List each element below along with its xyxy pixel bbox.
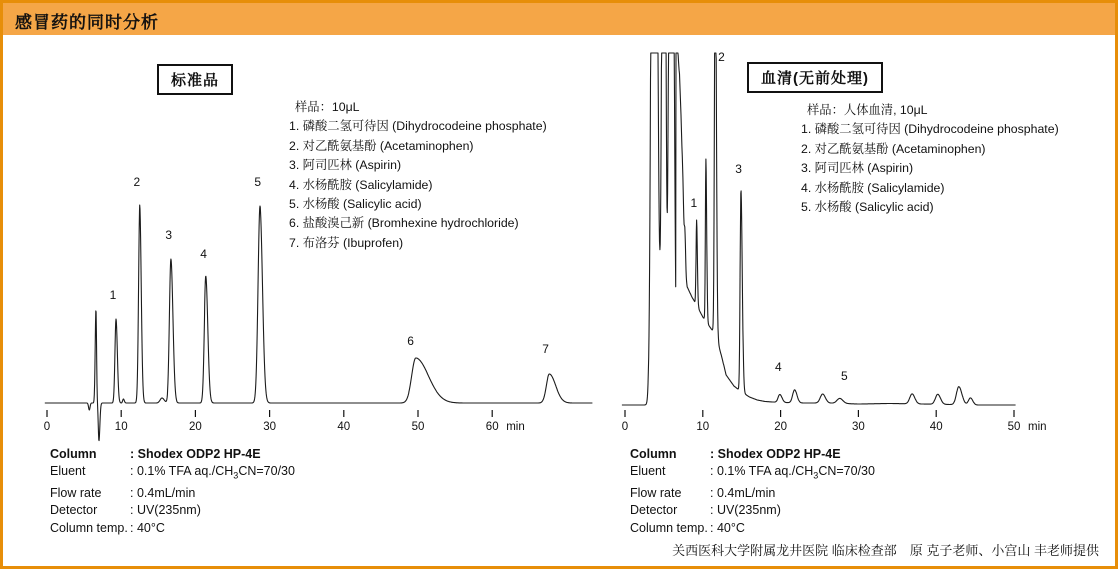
right-sample-header: 样品：人体血清, 10μL xyxy=(807,103,928,117)
axis-tick-label: 30 xyxy=(263,421,276,433)
list-item: 4. 水杨酰胺 (Salicylamide) xyxy=(289,177,433,192)
list-item: 1. 磷酸二氢可待因 (Dihydrocodeine phosphate) xyxy=(289,119,547,134)
axis-tick-label: 50 xyxy=(411,421,425,433)
peak-number-label: 2 xyxy=(718,50,725,64)
axis-tick-label: 40 xyxy=(929,421,943,433)
condition-row-flow-rate: Flow rate : 0.4mL/min xyxy=(50,486,196,501)
list-item: 7. 布洛芬 (Ibuprofen) xyxy=(289,235,404,250)
right-chart-title-box: 血清(无前处理) xyxy=(747,62,883,93)
axis-tick-label: 10 xyxy=(696,421,710,433)
list-item: 3. 阿司匹林 (Aspirin) xyxy=(289,158,402,173)
right-sample-list xyxy=(801,101,1059,217)
axis-tick-label: 60 xyxy=(485,421,499,433)
list-item: 6. 盐酸溴己新 (Bromhexine hydrochloride) xyxy=(289,216,519,231)
peak-number-label: 6 xyxy=(407,334,414,348)
left-conditions xyxy=(50,446,295,537)
peak-number-label: 3 xyxy=(165,228,173,242)
axis-tick-label: 40 xyxy=(337,421,351,433)
axis-tick-label: 20 xyxy=(189,421,202,433)
peak-number-label: 4 xyxy=(200,247,207,261)
axis-tick-label: 30 xyxy=(852,421,865,433)
axis-tick-label: 0 xyxy=(621,421,629,433)
right-sample-items xyxy=(801,120,1059,217)
left-sample-list xyxy=(289,98,547,253)
list-item: 2. 对乙酰氨基酚 (Acetaminophen) xyxy=(801,141,986,156)
list-item: 4. 水杨酰胺 (Salicylamide) xyxy=(801,180,945,195)
peak-number-label: 3 xyxy=(735,162,742,176)
axis-unit-label: min xyxy=(1028,421,1047,433)
condition-row-flow-rate: Flow rate : 0.4mL/min xyxy=(630,486,776,501)
left-sample-items xyxy=(289,117,547,253)
condition-row-detector: Detector : UV(235nm) xyxy=(630,503,781,518)
condition-row-eluent: Eluent : 0.1% TFA $aq./CH_3CN=70/30$ xyxy=(50,464,295,481)
data-credit: 关西医科大学附属龙井医院 临床检查部 原 克子老师、小宫山 丰老师提供 xyxy=(672,543,1099,558)
axis-tick-label: 50 xyxy=(1007,421,1021,433)
condition-row-eluent: Eluent : 0.1% TFA $aq./CH_3CN=70/30$ xyxy=(630,464,875,481)
right-conditions xyxy=(630,446,875,537)
axis-tick-label: 20 xyxy=(774,421,787,433)
peak-number-label: 7 xyxy=(542,342,549,356)
peak-number-label: 4 xyxy=(774,360,782,374)
peak-number-label: 1 xyxy=(690,196,698,210)
list-item: 1. 磷酸二氢可待因 (Dihydrocodeine phosphate) xyxy=(801,122,1059,137)
left-chart-title-box: 标准品 xyxy=(157,64,233,95)
list-item: 5. 水杨酸 (Salicylic acid) xyxy=(801,200,934,215)
peak-number-label: 1 xyxy=(109,288,117,302)
axis-tick-label: 10 xyxy=(114,421,128,433)
condition-row-column-temp: Column temp. : 40°C xyxy=(50,520,165,535)
condition-row-column-temp: Column temp. : 40°C xyxy=(630,520,745,535)
list-item: 2. 对乙酰氨基酚 (Acetaminophen) xyxy=(289,138,474,153)
list-item: 5. 水杨酸 (Salicylic acid) xyxy=(289,197,422,212)
axis-unit-label: min xyxy=(506,421,525,433)
axis-tick-label: 0 xyxy=(43,421,51,433)
peak-number-label: 5 xyxy=(841,369,848,383)
condition-row-column: Column : Shodex ODP2 HP-4E xyxy=(630,447,841,461)
list-item: 3. 阿司匹林 (Aspirin) xyxy=(801,161,914,176)
left-sample-header: 样品：10μL xyxy=(295,100,360,114)
condition-row-column: Column : Shodex ODP2 HP-4E xyxy=(50,447,261,461)
peak-number-label: 2 xyxy=(133,175,141,189)
page-title: 感冒药的同时分析 xyxy=(15,13,159,32)
condition-row-detector: Detector : UV(235nm) xyxy=(50,503,201,518)
peak-number-label: 5 xyxy=(254,175,262,189)
